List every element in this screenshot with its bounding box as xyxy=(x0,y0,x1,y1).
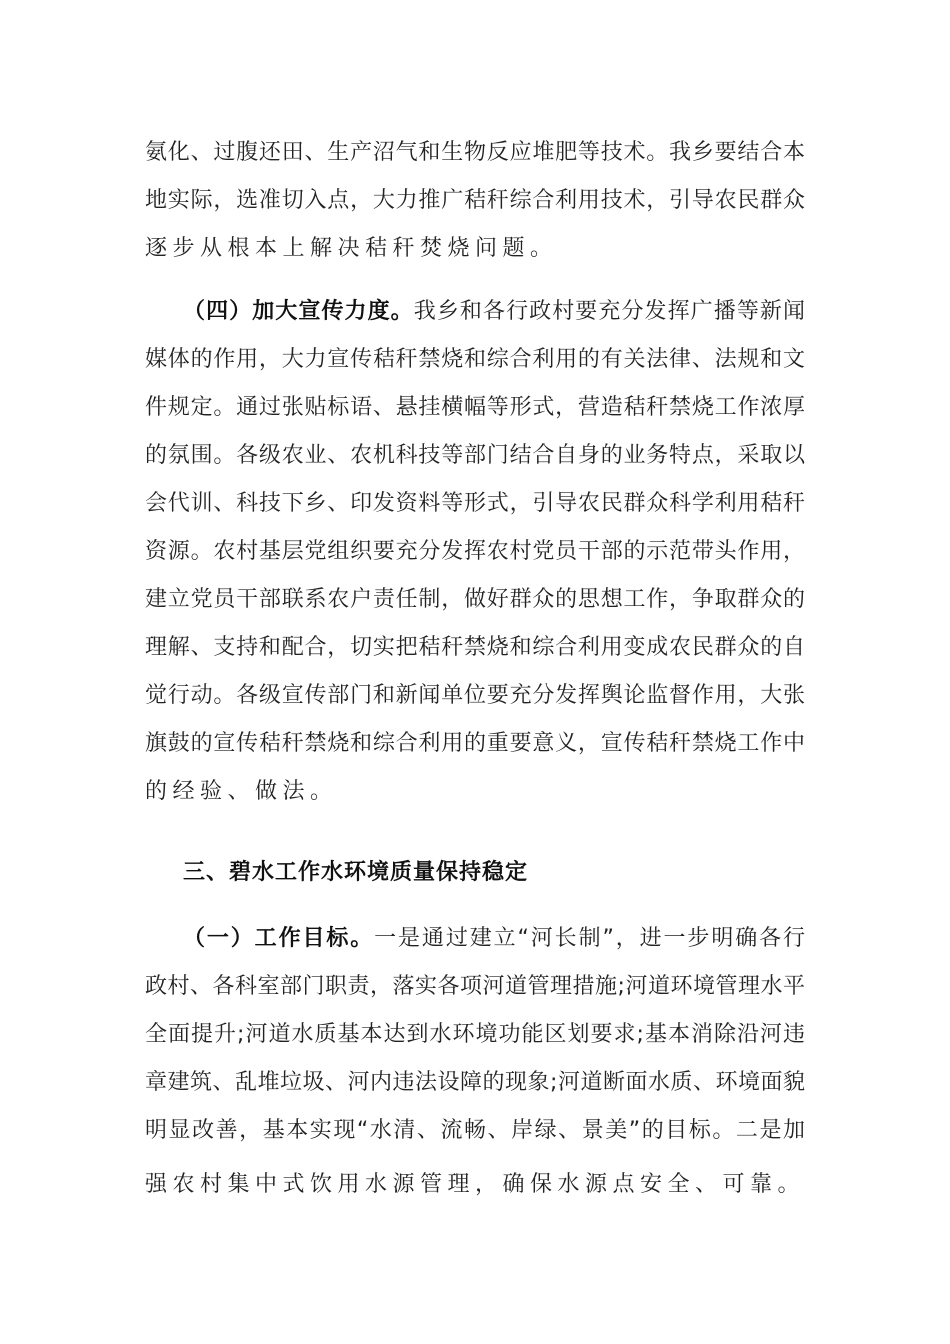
text-span: 一是通过建立“河长制”，进一步明确各行 xyxy=(374,926,805,951)
text-line: 政村、各科室部门职责，落实各项河道管理措施;河道环境管理水平 xyxy=(145,974,805,999)
text-line: 地实际，选准切入点，大力推广秸秆综合利用技术，引导农民群众 xyxy=(145,188,805,213)
text-line: 逐步从根本上解决秸秆焚烧问题。 xyxy=(145,236,558,261)
text-line xyxy=(145,915,805,963)
text-line xyxy=(145,288,805,336)
text-line: 氨化、过腹还田、生产沼气和生物反应堆肥等技术。我乡要结合本 xyxy=(145,140,805,165)
text-line: 的氛围。各级农业、农机科技等部门结合自身的业务特点，采取以 xyxy=(145,443,805,468)
paragraph-lead: （四）加大宣传力度。 xyxy=(183,299,414,324)
text-line: 旗鼓的宣传秸秆禁烧和综合利用的重要意义，宣传秸秆禁烧工作中 xyxy=(145,731,805,756)
text-line: 理解、支持和配合，切实把秸秆禁烧和综合利用变成农民群众的自 xyxy=(145,635,805,660)
section-heading: 三、碧水工作水环境质量保持稳定 xyxy=(183,860,529,885)
text-line: 的经验、做法。 xyxy=(145,779,338,804)
text-span: 我乡和各行政村要充分发挥广播等新闻 xyxy=(413,299,805,324)
text-line: 件规定。通过张贴标语、悬挂横幅等形式，营造秸秆禁烧工作浓厚 xyxy=(145,395,805,420)
paragraph-publicity xyxy=(145,288,805,816)
paragraph-lead: （一）工作目标。 xyxy=(183,926,375,951)
text-line: 明显改善，基本实现“水清、流畅、岸绿、景美”的目标。二是加 xyxy=(145,1118,805,1143)
text-line: 强农村集中式饮用水源管理，确保水源点安全、可靠。 xyxy=(145,1172,806,1197)
text-line: 媒体的作用，大力宣传秸秆禁烧和综合利用的有关法律、法规和文 xyxy=(145,347,805,372)
text-line: 觉行动。各级宣传部门和新闻单位要充分发挥舆论监督作用，大张 xyxy=(145,683,805,708)
text-line: 章建筑、乱堆垃圾、河内违法设障的现象;河道断面水质、环境面貌 xyxy=(145,1070,805,1095)
paragraph-work-goals xyxy=(145,915,805,1209)
text-line: 建立党员干部联系农户责任制，做好群众的思想工作，争取群众的 xyxy=(145,587,805,612)
text-line: 资源。农村基层党组织要充分发挥农村党员干部的示范带头作用， xyxy=(145,539,805,564)
paragraph-straw-utilization xyxy=(145,129,805,273)
text-line: 会代训、科技下乡、印发资料等形式，引导农民群众科学利用秸秆 xyxy=(145,491,805,516)
text-line: 全面提升;河道水质基本达到水环境功能区划要求;基本消除沿河违 xyxy=(145,1022,805,1047)
